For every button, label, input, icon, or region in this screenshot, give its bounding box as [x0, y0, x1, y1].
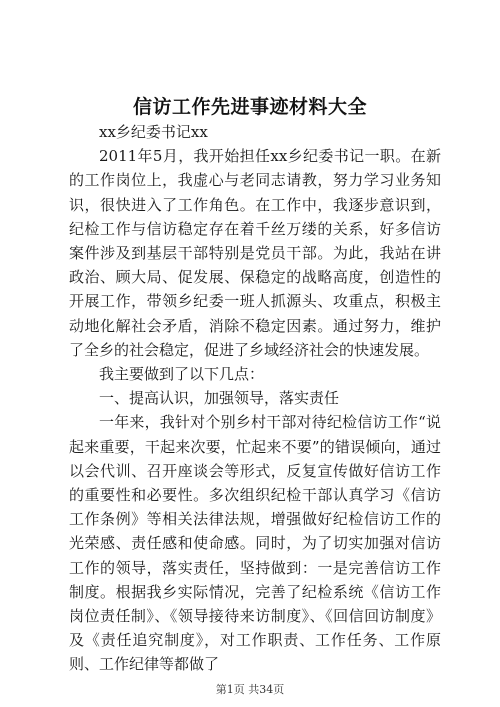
author-line: xx乡纪委书记xx [99, 123, 208, 141]
document-title: 信访工作先进事迹材料大全 [132, 96, 367, 118]
document-body [69, 120, 441, 677]
page-footer: 第1页 共34页 [215, 683, 285, 696]
section-heading: 一、提高认识，加强领导，落实责任 [99, 389, 340, 408]
paragraph: 一年来，我针对个别乡村干部对待纪检信访工作“说起来重要，干起来次要，忙起来不要”的错误倾向，通过以会代训、召开座谈会等形式，反复宣传做好信访工作的重要性和必要性。多次组织纪检干部认真学习《信访工作条例》等相关法律法规，增强做好纪检信访工作的光荣感、责任感和使命感。同时，为了切实加强对信访工作的领导，落实责任，坚持做到：一是完善信访工作制度。根据我乡实际情况，完善了纪检系统《信访工作岗位责任制》、《领导接待来访制度》、《回信回访制度》及《责任追究制度》，对工作职责、工作任务、工作原则、工作纪律等都做了 [69, 413, 441, 674]
paragraph: 我主要做到了以下几点： [99, 365, 265, 384]
paragraph: 2011年5月，我开始担任xx乡纪委书记一职。在新的工作岗位上，我虚心与老同志请教，努力学习业务知识，很快进入了工作角色。在工作中，我逐步意识到，纪检工作与信访稳定存在着千丝万缕的关系，好多信访案件涉及到基层干部特别是党员干部。为此，我站在讲政治、顾大局、促发展、保稳定的战略高度，创造性的开展工作，带领乡纪委一班人抓源头、攻重点，积极主动地化解社会矛盾，消除不稳定因素。通过努力，维护了全乡的社会稳定，促进了乡域经济社会的快速发展。 [69, 147, 441, 359]
